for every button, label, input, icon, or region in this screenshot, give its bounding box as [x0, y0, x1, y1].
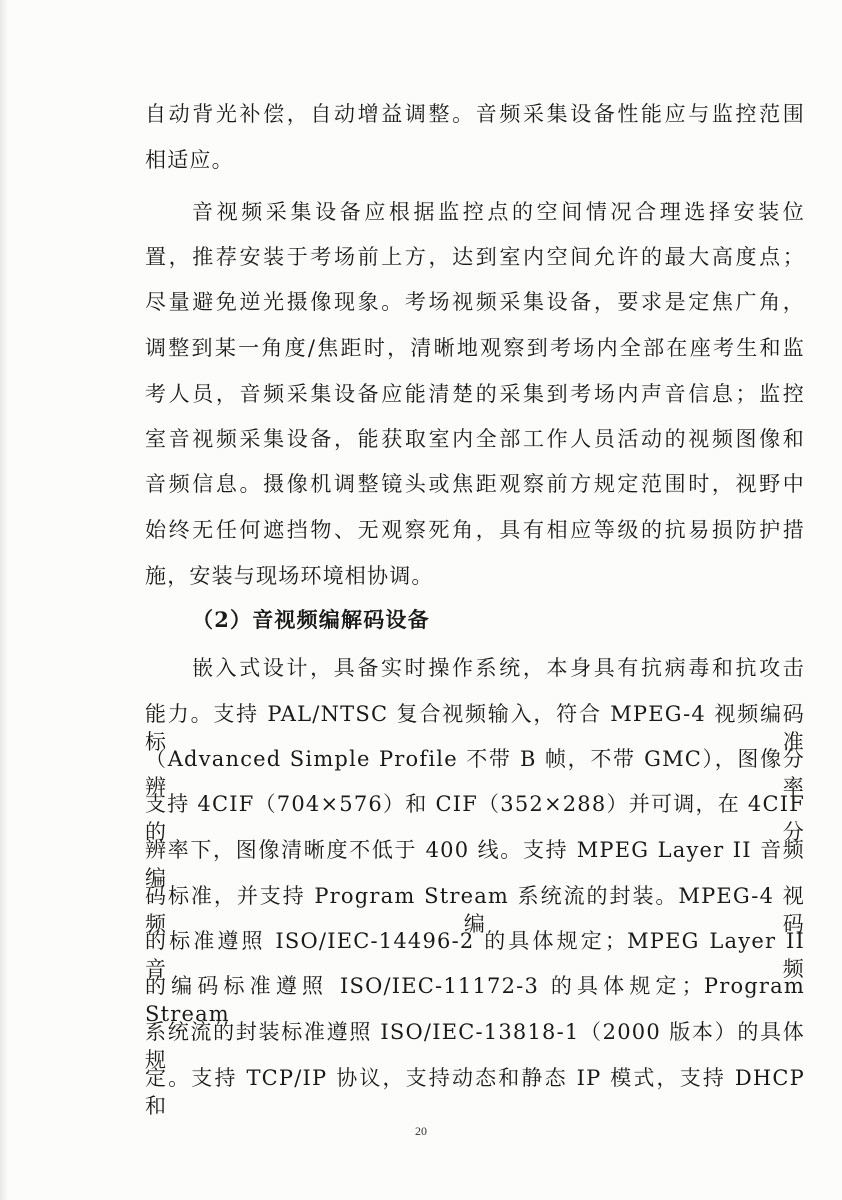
- scan-edge: [0, 0, 8, 1200]
- body-line: 考人员，音频采集设备应能清楚的采集到考场内声音信息；监控: [145, 382, 805, 406]
- body-line: 置，推荐安装于考场前上方，达到室内空间允许的最大高度点；: [145, 245, 805, 269]
- body-line: 的编码标准遵照 ISO/IEC-11172-3 的具体规定；Program Stream: [145, 974, 805, 1026]
- body-line: 系统流的封装标准遵照 ISO/IEC-13818-1（2000 版本）的具体规: [145, 1020, 805, 1072]
- body-line: 辨率下，图像清晰度不低于 400 线。支持 MPEG Layer II 音频编: [145, 838, 805, 890]
- body-line: 音视频采集设备应根据监控点的空间情况合理选择安装位: [192, 200, 805, 224]
- body-line: （Advanced Simple Profile 不带 B 帧，不带 GMC），图像分辨率: [145, 747, 805, 799]
- body-line: 相适应。: [145, 148, 234, 172]
- body-line: 支持 4CIF（704×576）和 CIF（352×288）并可调，在 4CIF 的分: [145, 792, 805, 844]
- body-line: 施，安装与现场环境相协调。: [145, 564, 434, 588]
- section-heading: （2）音视频编解码设备: [192, 607, 430, 632]
- body-line: 调整到某一角度/焦距时，清晰地观察到考场内全部在座考生和监: [145, 336, 805, 360]
- body-line: 尽量避免逆光摄像现象。考场视频采集设备，要求是定焦广角，: [145, 290, 805, 314]
- body-line: 码标准，并支持 Program Stream 系统流的封装。MPEG-4 视频编码: [145, 884, 805, 936]
- body-line: 始终无任何遮挡物、无观察死角，具有相应等级的抗易损防护措: [145, 518, 805, 542]
- body-line: 嵌入式设计，具备实时操作系统，本身具有抗病毒和抗攻击: [192, 656, 805, 680]
- body-line: 自动背光补偿，自动增益调整。音频采集设备性能应与监控范围: [145, 102, 805, 126]
- body-line: 音频信息。摄像机调整镜头或焦距观察前方规定范围时，视野中: [145, 472, 805, 496]
- page-number: 20: [415, 1124, 427, 1138]
- body-line: 能力。支持 PAL/NTSC 复合视频输入，符合 MPEG-4 视频编码标准: [145, 702, 805, 754]
- body-line: 的标准遵照 ISO/IEC-14496-2 的具体规定；MPEG Layer II 音频: [145, 929, 805, 981]
- body-line: 室音视频采集设备，能获取室内全部工作人员活动的视频图像和: [145, 427, 805, 451]
- body-line: 定。支持 TCP/IP 协议，支持动态和静态 IP 模式，支持 DHCP 和: [145, 1066, 805, 1118]
